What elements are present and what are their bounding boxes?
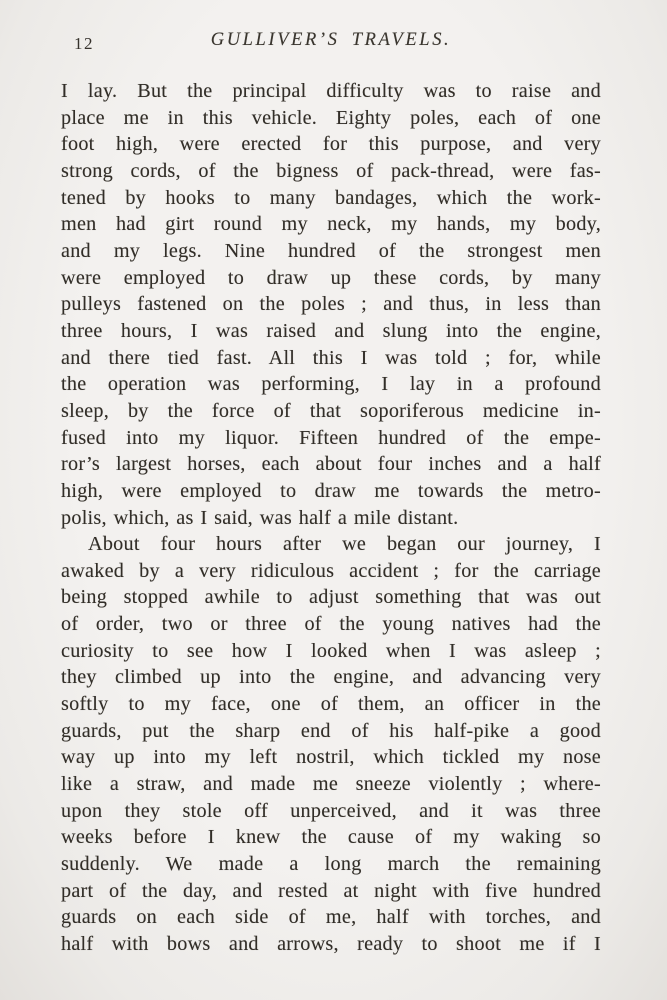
text-line: high, were employed to draw me towards the metro- <box>61 479 601 502</box>
running-header <box>61 30 601 54</box>
text-line: the operation was performing, I lay in a profound <box>61 373 601 396</box>
text-line: they climbed up into the engine, and advancing very <box>61 666 601 689</box>
text-line: tened by hooks to many bandages, which the work- <box>61 186 601 209</box>
text-line: and there tied fast. All this I was told ; for, while <box>61 346 601 369</box>
text-line: polis, which, as I said, was half a mile distant. <box>61 506 459 529</box>
text-line: part of the day, and rested at night with five hundred <box>61 879 601 902</box>
text-line: sleep, by the force of that soporiferous medicine in- <box>61 399 601 422</box>
text-line: guards on each side of me, half with torches, and <box>61 906 601 929</box>
text-line: upon they stole off unperceived, and it was three <box>61 799 601 822</box>
text-line: fused into my liquor. Fifteen hundred of the empe- <box>61 426 601 449</box>
running-title: GULLIVER’S TRAVELS. <box>210 30 452 50</box>
text-line: ror’s largest horses, each about four inches and a half <box>61 453 601 476</box>
text-line: three hours, I was raised and slung into the engine, <box>61 319 601 342</box>
text-line: suddenly. We made a long march the remaining <box>61 853 601 876</box>
text-line: About four hours after we began our journey, I <box>88 533 601 556</box>
body-text <box>61 78 601 958</box>
text-line: and my legs. Nine hundred of the strongest men <box>61 239 601 262</box>
text-line: pulleys fastened on the poles ; and thus, in less than <box>61 293 601 316</box>
paragraph <box>61 531 601 958</box>
text-line: place me in this vehicle. Eighty poles, each of one <box>61 106 601 129</box>
text-line: curiosity to see how I looked when I was asleep ; <box>61 639 601 662</box>
paragraph <box>61 78 601 531</box>
text-line: were employed to draw up these cords, by many <box>61 266 601 289</box>
text-line: men had girt round my neck, my hands, my body, <box>61 213 601 236</box>
text-line: guards, put the sharp end of his half-pike a good <box>61 719 601 742</box>
text-line: way up into my left nostril, which tickled my nose <box>61 746 601 769</box>
text-line: being stopped awhile to adjust something that was out <box>61 586 601 609</box>
text-line: awaked by a very ridiculous accident ; for the carriage <box>61 559 601 582</box>
text-line: foot high, were erected for this purpose, and very <box>61 133 601 156</box>
text-line: strong cords, of the bigness of pack-thread, were fas- <box>61 159 601 182</box>
text-line: I lay. But the principal difficulty was to raise and <box>61 80 601 102</box>
text-line: weeks before I knew the cause of my waking so <box>61 826 601 849</box>
text-line: half with bows and arrows, ready to shoot me if I <box>61 933 601 955</box>
text-line: softly to my face, one of them, an officer in the <box>61 693 601 716</box>
page-number: 12 <box>74 34 94 53</box>
text-line: like a straw, and made me sneeze violently ; where- <box>61 773 601 796</box>
text-line: of order, two or three of the young natives had the <box>61 613 601 636</box>
